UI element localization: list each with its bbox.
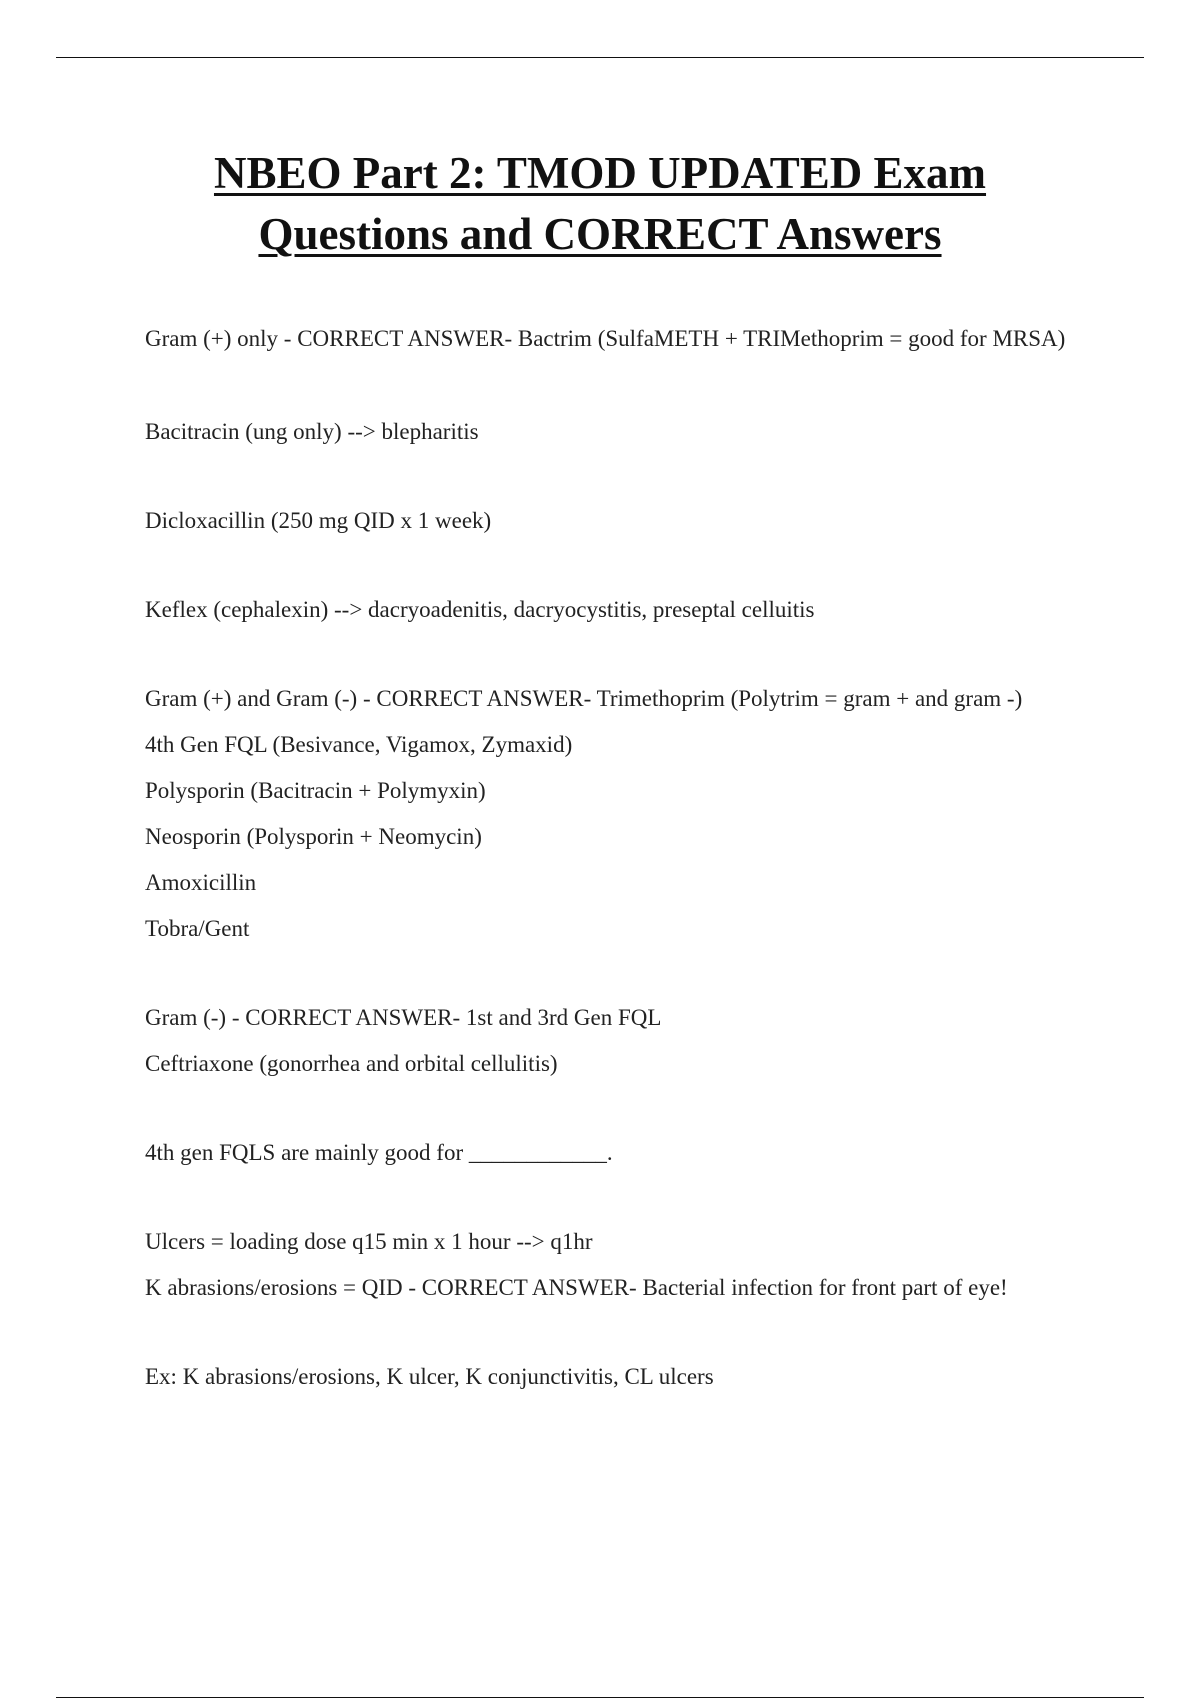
document-body: [145, 323, 1075, 1392]
entry-polysporin: Polysporin (Bacitracin + Polymyxin): [145, 778, 486, 803]
entry-4th-gen-fql: 4th Gen FQL (Besivance, Vigamox, Zymaxid): [145, 732, 573, 757]
bottom-rule: [56, 1697, 1144, 1698]
title-line-1: NBEO Part 2: TMOD UPDATED Exam: [213, 148, 987, 198]
entry-gram-pos-neg: Gram (+) and Gram (-) - CORRECT ANSWER- Trimethoprim (Polytrim = gram + and gram -): [145, 686, 1023, 711]
entry-ulcers: Ulcers = loading dose q15 min x 1 hour --> q1hr: [145, 1229, 593, 1254]
page-title: [60, 143, 1140, 265]
entry-neosporin: Neosporin (Polysporin + Neomycin): [145, 824, 482, 849]
entry-dicloxacillin: Dicloxacillin (250 mg QID x 1 week): [145, 508, 492, 533]
entry-ceftriaxone: Ceftriaxone (gonorrhea and orbital cellulitis): [145, 1051, 558, 1076]
entry-keflex: Keflex (cephalexin) --> dacryoadenitis, dacryocystitis, preseptal celluitis: [145, 597, 815, 622]
entry-k-abrasions: K abrasions/erosions = QID - CORRECT ANSWER- Bacterial infection for front part of eye!: [145, 1275, 1008, 1300]
entry-examples: Ex: K abrasions/erosions, K ulcer, K conjunctivitis, CL ulcers: [145, 1364, 714, 1389]
entry-bacitracin: Bacitracin (ung only) --> blepharitis: [145, 419, 479, 444]
entry-gram-positive: Gram (+) only - CORRECT ANSWER- Bactrim (SulfaMETH + TRIMethoprim = good for MRSA): [145, 326, 1066, 351]
title-line-2: Questions and CORRECT Answers: [258, 209, 942, 259]
entry-gram-negative: Gram (-) - CORRECT ANSWER- 1st and 3rd Gen FQL: [145, 1005, 662, 1030]
top-rule: [56, 57, 1144, 58]
entry-4th-gen-fqls-question: 4th gen FQLS are mainly good for ____________.: [145, 1140, 613, 1165]
entry-tobra-gent: Tobra/Gent: [145, 916, 250, 941]
entry-amoxicillin: Amoxicillin: [145, 870, 257, 895]
